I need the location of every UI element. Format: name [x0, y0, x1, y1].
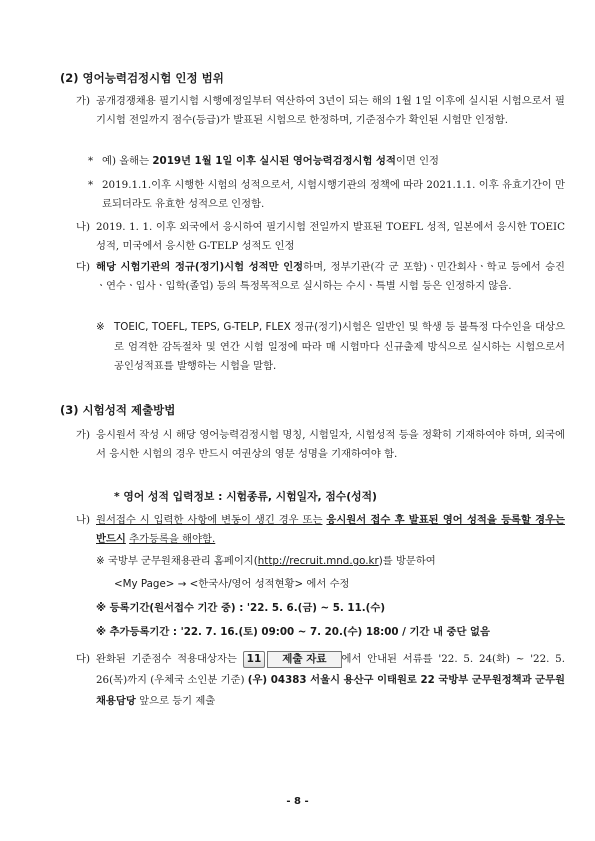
item-marker: 나): [76, 514, 90, 526]
section-2-example-2: [88, 176, 565, 214]
example-bold: 2019년 1월 1일 이후 실시된 영어능력검정시험 성적: [152, 155, 396, 167]
item-text: 2019. 1. 1. 이후 외국에서 응시하여 필기시험 전일까지 발표된 TOEFL 성적, 일본에서 응시한 TOEIC 성적, 미국에서 응시한 G-TELP 성적도 인정: [96, 221, 565, 252]
visit-pre: 국방부 군무원채용관리 홈페이지(: [107, 555, 258, 567]
note-marker: *: [88, 179, 94, 191]
item-marker: 가): [76, 95, 90, 107]
page-number: - 8 -: [286, 796, 309, 807]
registration-period: [96, 599, 385, 618]
section-3-item-ga: [76, 426, 565, 464]
section-heading-3: (3) 시험성적 제출방법: [60, 403, 176, 417]
note-marker: ※: [96, 321, 105, 333]
mailing-address: (우) 04383 서울시 용산구 이태원로 22 국방부 군무원정책과 군무원채용담당: [96, 674, 565, 707]
item-marker: 다): [76, 261, 90, 273]
note-marker: ※: [96, 626, 107, 638]
section-2-item-da: [76, 258, 565, 296]
item-text-mid: 에서 안내된 서류를 '22. 5. 24(화) ~ '22. 5. 26(목)까지 (우체국 소인분 기준): [96, 653, 566, 686]
item-bold: 해당 시험기관의 정규(정기)시험 성적만 인정: [96, 261, 304, 273]
item-text: 응시원서 작성 시 해당 영어능력검정시험 명칭, 시험일자, 시험성적 등을 정확히 기재하여야 하며, 외국에서 응시한 시험의 경우 반드시 여권상의 영문 성명을 기재하여야 함.: [96, 429, 565, 460]
section-3-item-da: [76, 649, 565, 712]
period-text: 등록기간(원서접수 기간 중) : '22. 5. 6.(금) ~ 5. 11.(수): [109, 602, 386, 614]
item-text: 하며, 정부기관(각 군 포함)ㆍ민간회사ㆍ학교 등에서 승진ㆍ연수ㆍ입사ㆍ입학(졸업) 등의 특정목적으로 실시하는 수시ㆍ특별 시험 등은 인정하지 않음.: [96, 261, 566, 292]
score-input-info: * 영어 성적 입력정보 : 시험종류, 시험일자, 점수(성적): [114, 490, 377, 503]
item-text-post: 추가등록을 해야함.: [129, 533, 216, 545]
section-2-note: [96, 318, 565, 377]
additional-registration-period: [96, 623, 490, 642]
note-marker: ※: [96, 602, 107, 614]
visit-post: )를 방문하여: [378, 555, 436, 567]
item-bold: 응시원서 접수 후 발표된 영어 성적을 등록할 경우는 반드시: [96, 514, 565, 545]
section-label-badge: 제출 자료: [267, 651, 341, 668]
note-marker: ※: [96, 555, 105, 567]
section-2-item-na: [76, 218, 565, 256]
example-pre: 예) 올해는: [102, 155, 150, 167]
homepage-visit-note: [96, 552, 436, 571]
section-number-badge: 11: [243, 651, 266, 668]
section-heading-2: (2) 영어능력검정시험 인정 범위: [60, 71, 224, 85]
section-2-item-ga: [76, 92, 565, 130]
item-marker: 나): [76, 221, 90, 233]
recruit-site-link[interactable]: http://recruit.mnd.go.kr: [257, 555, 379, 567]
example-post: 이면 인정: [395, 155, 439, 167]
item-text-post: 앞으로 등기 제출: [139, 695, 216, 707]
note-marker: *: [88, 155, 94, 167]
note-text: TOEIC, TOEFL, TEPS, G-TELP, FLEX 정규(정기)시험은 일반인 및 학생 등 불특정 다수인을 대상으로 엄격한 감독절차 및 연간 시험 일정에 따라 매 시험마다 신규출제 방식으로 실시하는 시험으로서 공인성적표를 발행하는 시험을 말함.: [114, 321, 565, 372]
section-3-item-na: [76, 511, 565, 549]
note-text: 2019.1.1.이후 시행한 시험의 성적으로서, 시험시행기관의 정책에 따라 2021.1.1. 이후 유효기간이 만료되더라도 유효한 성적으로 인정함.: [102, 179, 565, 210]
item-text: 완화된 기준점수 적용대상자는: [96, 653, 237, 665]
item-text: 공개경쟁채용 필기시험 시행예정일부터 역산하여 3년이 되는 해의 1월 1일 이후에 실시된 시험으로서 필기시험 전일까지 점수(등급)가 발표된 시험으로 한정하며, 기준점수가 확인된 시험만 인정함.: [96, 95, 565, 126]
mypage-path: <My Page> → <한국사/영어 성적현황> 에서 수정: [114, 578, 350, 590]
section-2-example: [88, 152, 565, 171]
item-marker: 다): [76, 653, 90, 665]
item-text: 원서접수 시 입력한 사항에 변동이 생긴 경우 또는: [96, 514, 323, 526]
period-text: 추가등록기간 : '22. 7. 16.(토) 09:00 ~ 7. 20.(수) 18:00 / 기간 내 중단 없음: [109, 626, 490, 638]
item-marker: 가): [76, 429, 90, 441]
